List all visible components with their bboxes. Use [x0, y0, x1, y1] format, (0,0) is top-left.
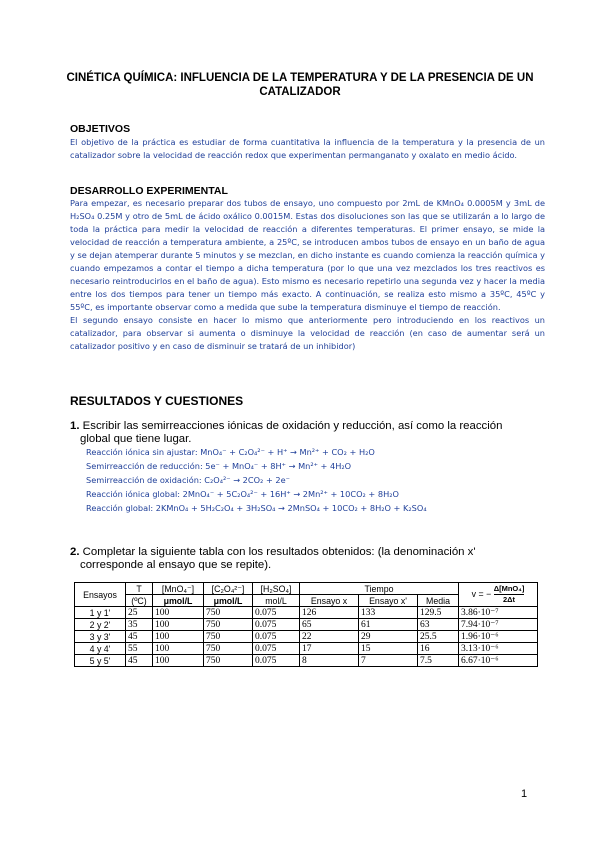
experimental-paragraph-2: El segundo ensayo consiste en hacer lo mismo que anteriormente pero introduciendo en los reactivos un catalizador, para observar si aumenta o disminuye la velocidad de reacción (en caso de aumentar será un catalizador positivo y en caso de disminuir se tratará de un inhibidor): [70, 315, 545, 351]
table-row: [75, 607, 538, 619]
header-c2o4-unit: μmol/L: [204, 595, 253, 607]
page-title: [60, 71, 540, 99]
cell-x: 126: [300, 607, 359, 619]
cell-h2so4: 0.075: [253, 643, 300, 655]
cell-mno4: 100: [153, 643, 204, 655]
results-heading: RESULTADOS Y CUESTIONES: [70, 394, 244, 408]
objectives-paragraph: El objetivo de la práctica es estudiar de forma cuantitativa la influencia de la temperatura y la presencia de un catalizador sobre la velocidad de reacción redox que experimentan permanganato y oxalato en medio ácido.: [70, 137, 545, 160]
equation-global: Reacción global: 2KMnO₄ + 5H₂C₂O₄ + 3H₂SO₄ → 2MnSO₄ + 10CO₂ + 8H₂O + K₂SO₄: [86, 503, 427, 513]
title-line-2: CATALIZADOR: [259, 86, 341, 98]
table-row: [75, 643, 538, 655]
header-h2so4-unit: mol/L: [253, 595, 300, 607]
row-label: 1 y 1': [75, 607, 126, 619]
cell-t: 45: [126, 631, 153, 643]
cell-v: 1.96·10⁻⁶: [459, 631, 538, 643]
cell-mno4: 100: [153, 619, 204, 631]
table-row: [75, 619, 538, 631]
cell-xp: 29: [359, 631, 418, 643]
header-c2o4: [C₂O₄²⁻]: [204, 583, 253, 595]
objectives-text: [70, 136, 545, 162]
equation-ionic-global: Reacción iónica global: 2MnO₄⁻ + 5C₂O₄²⁻ + 16H⁺ → 2Mn²⁺ + 10CO₂ + 8H₂O: [86, 489, 399, 499]
header-h2so4: [H₂SO₄]: [253, 583, 300, 595]
cell-c2o4: 750: [204, 607, 253, 619]
header-v-numerator: Δ[MnO₄]: [493, 584, 525, 593]
header-mno4-unit: μmol/L: [153, 595, 204, 607]
cell-v: 3.86·10⁻⁷: [459, 607, 538, 619]
cell-mno4: 100: [153, 631, 204, 643]
header-media: Media: [418, 595, 459, 607]
header-tiempo: Tiempo: [300, 583, 459, 595]
cell-xp: 15: [359, 643, 418, 655]
table-header-row-1: [75, 583, 538, 595]
cell-x: 17: [300, 643, 359, 655]
header-ensayo-xp: Ensayo x': [359, 595, 418, 607]
cell-x: 65: [300, 619, 359, 631]
question-2-text-b: corresponde al ensayo que se repite).: [80, 559, 272, 571]
question-2-text-a: Completar la siguiente tabla con los resultados obtenidos: (la denominación x': [82, 546, 476, 558]
row-label: 2 y 2': [75, 619, 126, 631]
cell-c2o4: 750: [204, 643, 253, 655]
cell-t: 35: [126, 619, 153, 631]
question-2: [70, 546, 540, 572]
row-label: 5 y 5': [75, 655, 126, 667]
experimental-heading: DESARROLLO EXPERIMENTAL: [70, 185, 228, 197]
experimental-paragraph-1: Para empezar, es necesario preparar dos tubos de ensayo, uno compuesto por 2mL de KMnO₄ 0.0005M y 3mL de H₂SO₄ 0.25M y otro de 5mL de ácido oxálico 0.0015M. Estas dos disoluciones son las que se utilizarán a lo largo de toda la práctica para medir la velocidad de reacción a diferentes temperaturas. El primer ensayo, se mide la velocidad de reacción a temperatura ambiente, a 25ºC, se introducen ambos tubos de ensayo en un baño de agua y se dejan atemperar durante 5 minutos y se mezclan, en dicho instante es cuando comienza la reacción química y cuando empezamos a contar el tiempo a dicha temperatura (por lo que una vez mezclados los tres reactivos es necesario reintroducirlos en el baño de agua). Esto mismo es necesario repetirlo una segunda vez y hacer la media entre los dos tiempos para tener un tiempo más exacto. A continuación, se realiza esto mismo a 35ºC, 45ºC y 55ºC, es importante observar como a medida que sube la temperatura disminuye el tiempo de reacción.: [70, 198, 545, 312]
header-t: T: [126, 583, 153, 595]
cell-t: 25: [126, 607, 153, 619]
cell-xp: 61: [359, 619, 418, 631]
header-ensayos: Ensayos: [75, 583, 126, 607]
cell-x: 22: [300, 631, 359, 643]
table-row: [75, 655, 538, 667]
question-2-number: 2.: [70, 546, 80, 558]
objectives-heading: OBJETIVOS: [70, 123, 131, 135]
cell-h2so4: 0.075: [253, 619, 300, 631]
cell-t: 45: [126, 655, 153, 667]
row-label: 3 y 3': [75, 631, 126, 643]
header-mno4: [MnO₄⁻]: [153, 583, 204, 595]
cell-v: 7.94·10⁻⁷: [459, 619, 538, 631]
equation-unbalanced: Reacción iónica sin ajustar: MnO₄⁻ + C₂O₄²⁻ + H⁺ → Mn²⁺ + CO₂ + H₂O: [86, 447, 375, 457]
cell-c2o4: 750: [204, 619, 253, 631]
cell-v: 6.67·10⁻⁶: [459, 655, 538, 667]
cell-media: 129.5: [418, 607, 459, 619]
header-ensayo-x: Ensayo x: [300, 595, 359, 607]
experimental-text: [70, 197, 545, 353]
cell-mno4: 100: [153, 655, 204, 667]
cell-media: 7.5: [418, 655, 459, 667]
cell-mno4: 100: [153, 607, 204, 619]
cell-c2o4: 750: [204, 655, 253, 667]
header-velocity: [459, 583, 538, 607]
equation-oxidation: Semirreacción de oxidación: C₂O₄²⁻ → 2CO₂ + 2e⁻: [86, 475, 290, 485]
cell-h2so4: 0.075: [253, 607, 300, 619]
cell-xp: 133: [359, 607, 418, 619]
row-label: 4 y 4': [75, 643, 126, 655]
cell-media: 16: [418, 643, 459, 655]
question-1: [70, 420, 540, 446]
cell-media: 63: [418, 619, 459, 631]
page-number: 1: [521, 788, 528, 800]
header-t-unit: (ºC): [126, 595, 153, 607]
title-line-1: CINÉTICA QUÍMICA: INFLUENCIA DE LA TEMPERATURA Y DE LA PRESENCIA DE UN: [66, 72, 534, 84]
header-v-denominator: 2Δt: [502, 595, 516, 604]
equation-reduction: Semirreacción de reducción: 5e⁻ + MnO₄⁻ + 8H⁺ → Mn²⁺ + 4H₂O: [86, 461, 352, 471]
cell-h2so4: 0.075: [253, 655, 300, 667]
cell-t: 55: [126, 643, 153, 655]
question-1-text-b: global que tiene lugar.: [80, 433, 192, 445]
cell-h2so4: 0.075: [253, 631, 300, 643]
question-1-text-a: Escribir las semirreacciones iónicas de oxidación y reducción, así como la reacción: [82, 420, 503, 432]
header-v-label: v = −: [471, 588, 492, 599]
results-table: [74, 582, 538, 667]
table-row: [75, 631, 538, 643]
cell-c2o4: 750: [204, 631, 253, 643]
cell-media: 25.5: [418, 631, 459, 643]
cell-xp: 7: [359, 655, 418, 667]
cell-x: 8: [300, 655, 359, 667]
question-1-number: 1.: [70, 420, 80, 432]
equations-block: [86, 445, 427, 515]
cell-v: 3.13·10⁻⁶: [459, 643, 538, 655]
